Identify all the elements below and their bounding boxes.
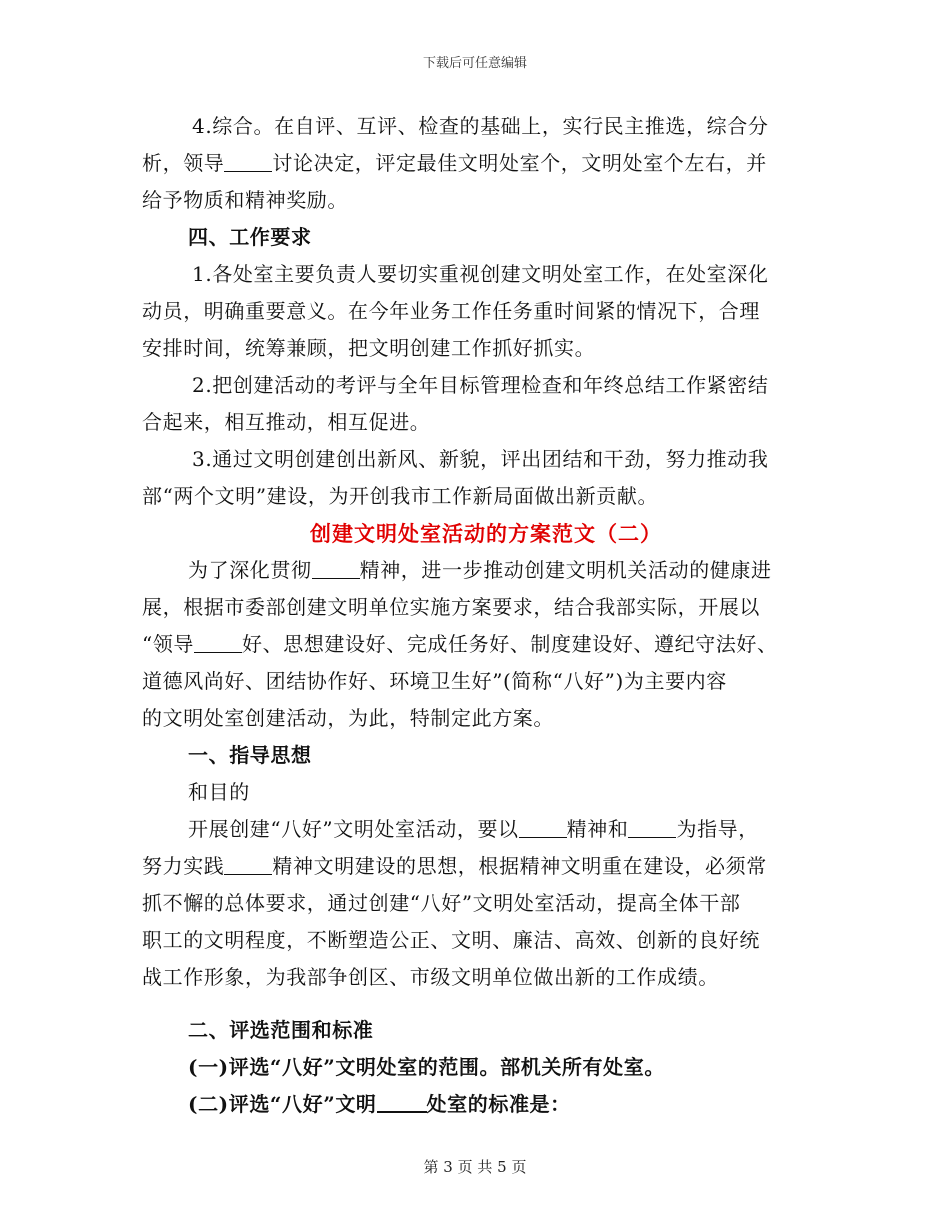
- blank-underline: [519, 817, 567, 838]
- blank-underline: [194, 632, 242, 653]
- paragraph-line: 动员，明确重要意义。在今年业务工作任务重时间紧的情况下，合理: [142, 299, 760, 323]
- section-heading-requirements: 四、工作要求: [188, 225, 312, 249]
- paragraph-line: 给予物质和精神奖励。: [142, 188, 348, 212]
- page-header: 下载后可任意编辑: [422, 56, 527, 71]
- blank-underline: [377, 1091, 427, 1113]
- paragraph-line: 析，领导 讨论决定，评定最佳文明处室个，文明处室个左右，并: [142, 151, 767, 175]
- paragraph-line: 安排时间，统筹兼顾，把文明创建工作抓好抓实。: [142, 336, 596, 360]
- blank-underline: [224, 854, 272, 875]
- page-footer: 第 3 页 共 5 页: [423, 1158, 527, 1176]
- section-heading-scope-and-standards: 二、评选范围和标准: [188, 1018, 374, 1042]
- section-title: 创建文明处室活动的方案范文（二）: [310, 521, 662, 546]
- paragraph-line: 4.综合。在自评、互评、检查的基础上，实行民主推选，综合分: [192, 114, 769, 138]
- paragraph-line: 2.把创建活动的考评与全年目标管理检查和年终总结工作紧密结: [192, 373, 769, 397]
- paragraph-line: 职工的文明程度，不断塑造公正、文明、廉洁、高效、创新的良好统: [142, 928, 760, 952]
- blank-underline: [628, 817, 676, 838]
- paragraph-line: 部“两个文明”建设，为开创我市工作新局面做出新贡献。: [142, 484, 659, 508]
- paragraph-line: 和目的: [188, 780, 250, 804]
- paragraph-line: 抓不懈的总体要求，通过创建“八好”文明处室活动，提高全体干部: [142, 891, 741, 915]
- standard-line: (二)评选“八好”文明 处室的标准是：: [188, 1092, 571, 1116]
- blank-underline: [312, 558, 360, 579]
- paragraph-line: 为了深化贯彻 精神，进一步推动创建文明机关活动的健康进: [188, 558, 772, 582]
- paragraph-line: 道德风尚好、团结协作好、环境卫生好”(简称“八好”)为主要内容: [142, 669, 727, 693]
- paragraph-line: 展，根据市委部创建文明单位实施方案要求，结合我部实际，开展以: [142, 595, 760, 619]
- paragraph-line: 的文明处室创建活动，为此，特制定此方案。: [142, 706, 554, 730]
- paragraph-line: 战工作形象，为我部争创区、市级文明单位做出新的工作成绩。: [142, 965, 719, 989]
- document-body: [142, 108, 810, 1123]
- paragraph-line: 合起来，相互推动，相互促进。: [142, 410, 431, 434]
- section-heading-guiding-thought: 一、指导思想: [188, 743, 312, 767]
- paragraph-line: 开展创建“八好”文明处室活动，要以 精神和 为指导，: [188, 817, 759, 841]
- paragraph-line: “领导 好、思想建设好、完成任务好、制度建设好、遵纪守法好、: [142, 632, 778, 656]
- paragraph-line: 努力实践 精神文明建设的思想，根据精神文明重在建设，必须常: [142, 854, 767, 878]
- blank-underline: [224, 151, 272, 172]
- scope-line: (一)评选“八好”文明处室的范围。部机关所有处室。: [188, 1055, 665, 1079]
- paragraph-line: 3.通过文明创建创出新风、新貌，评出团结和干劲，努力推动我: [192, 447, 769, 471]
- paragraph-line: 1.各处室主要负责人要切实重视创建文明处室工作，在处室深化: [192, 262, 769, 286]
